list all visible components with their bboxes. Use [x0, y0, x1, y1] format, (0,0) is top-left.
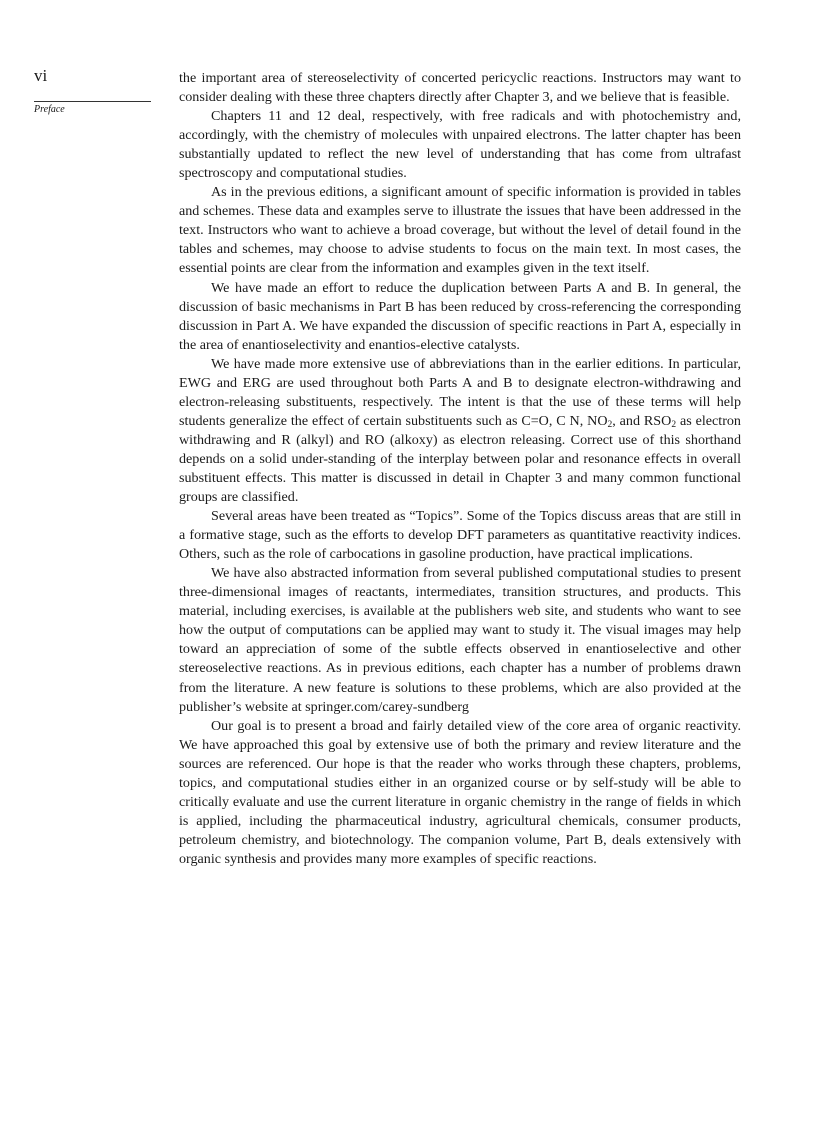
subscript-no2: 2	[607, 419, 613, 430]
paragraph-computational-studies: We have also abstracted information from several published computational studies to present three-dimensional images of reactants, intermediates, transition structures, and products. This material, including exercises, is available at the publishers web site, and students who want to see how the output of computations can be applied may want to study it. The visual images may help toward an appreciation of some of the subtle effects observed in enantioselective and other stereoselective reactions. As in previous editions, each chapter has a number of problems drawn from the literature. A new feature is solutions to these problems, which are also provided at the publisher’s website at springer.com/carey-sundberg	[179, 565, 741, 715]
subscript-rso2: 2	[671, 419, 677, 430]
abbreviations-text-after: as electron withdrawing and R (alkyl) and RO (alkoxy) as electron releasing. Correct use of this shorthand depends on a solid under-standing of the interplay between polar and resonance effects in overall substituent effects. This matter is discussed in detail in Chapter 3 and many common functional groups are classified.	[179, 412, 741, 506]
paragraph-tables-schemes: As in the previous editions, a significant amount of specific information is provided in tables and schemes. These data and examples serve to illustrate the issues that have been addressed in the text. Instructors who want to achieve a broad coverage, but without the level of detail found in the tables and schemes, may choose to advise students to focus on the main text. In most cases, the essential points are clear from the information and examples given in the text itself.	[179, 184, 741, 277]
body-text	[179, 69, 741, 869]
paragraph-goal: Our goal is to present a broad and fairly detailed view of the core area of organic reactivity. We have approached this goal by extensive use of both the primary and review literature and the sources are referenced. Our hope is that the reader who works through these chapters, problems, topics, and computational studies either in an organized course or by self-study will be able to critically evaluate and use the current literature in organic chemistry in the range of fields in which is applied, including the pharmaceutical industry, agricultural chemicals, consumer products, petroleum chemistry, and biotechnology. The companion volume, Part B, deals extensively with organic synthesis and provides many more examples of specific reactions.	[179, 717, 741, 867]
paragraph-chapters-11-12: Chapters 11 and 12 deal, respectively, with free radicals and with photochemistry and, accordingly, with the chemistry of molecules with unpaired electrons. The latter chapter has been substantially updated to reflect the new level of understanding that has come from ultrafast spectroscopy and computational studies.	[179, 108, 741, 182]
page-number: vi	[34, 66, 48, 85]
abbreviations-text-middle: , and RSO	[612, 412, 672, 429]
paragraph-abbreviations	[179, 355, 741, 507]
paragraph-topics: Several areas have been treated as “Topics”. Some of the Topics discuss areas that are still in a formative stage, such as the efforts to develop DFT parameters as quantitative reactivity indices. Others, such as the role of carbocations in gasoline production, have practical implications.	[179, 508, 741, 563]
paragraph-duplication: We have made an effort to reduce the duplication between Parts A and B. In general, the discussion of basic mechanisms in Part B has been reduced by cross-referencing the corresponding discussion in Part A. We have expanded the discussion of specific reactions in Part A, especially in the area of enantioselectivity and enantios-elective catalysts.	[179, 279, 741, 353]
abbreviations-text-before: We have made more extensive use of abbreviations than in the earlier editions. In particular, EWG and ERG are used throughout both Parts A and B to designate electron-withdrawing and electron-releasing substituents, respectively. The intent is that the use of these terms will help students generalize the effect of certain substituents such as C=O, C N, NO	[179, 355, 741, 429]
paragraph-continued: the important area of stereoselectivity of concerted pericyclic reactions. Instructors may want to consider dealing with these three chapters directly after Chapter 3, and we believe that is feasible.	[179, 70, 741, 106]
margin-rule	[34, 101, 151, 102]
running-head: Preface	[34, 104, 65, 115]
